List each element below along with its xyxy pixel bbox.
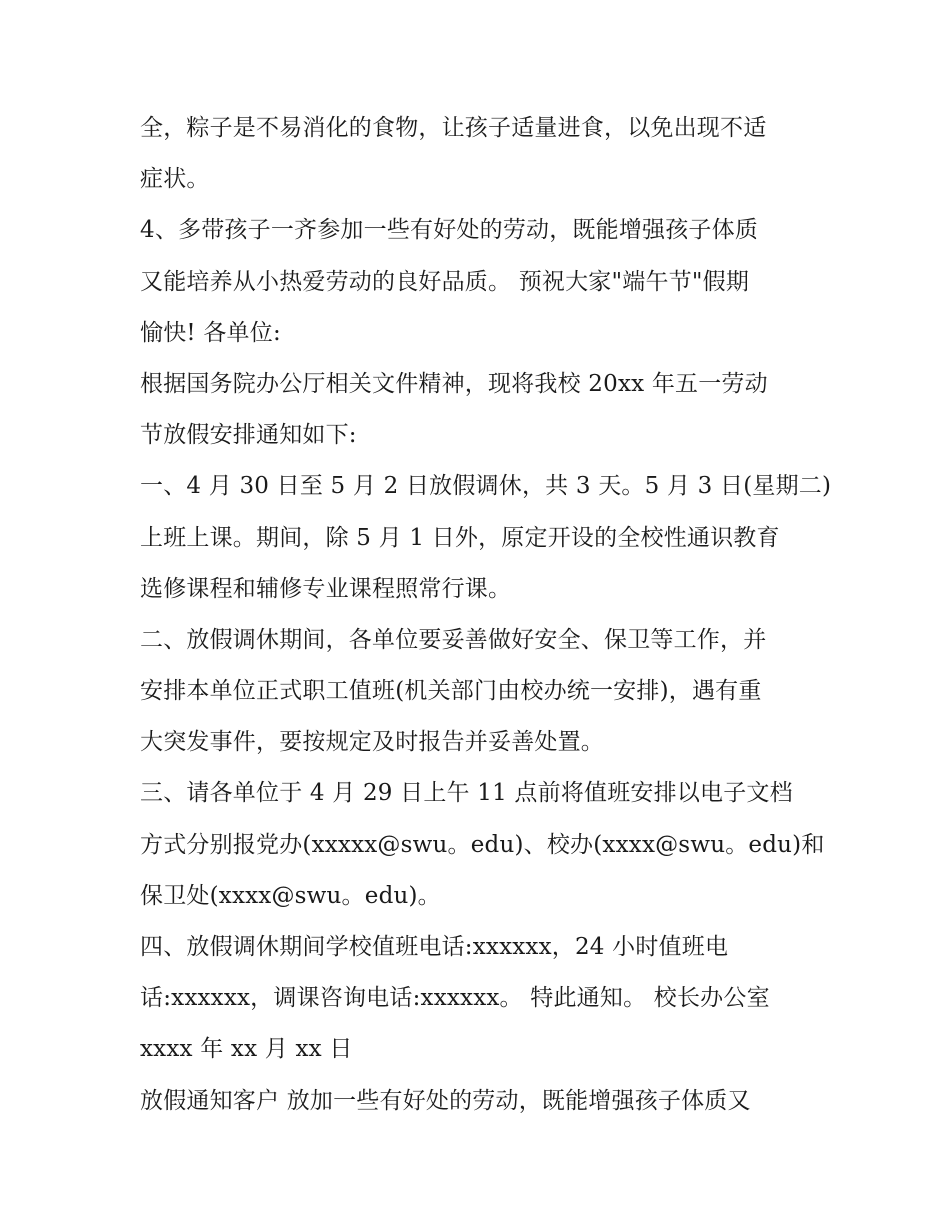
text-line-17: 四、放假调休期间学校值班电话:xxxxxx，24 小时值班电	[140, 934, 729, 960]
text-line-15: 方式分别报党办(xxxxx@swu。edu)、校办(xxxx@swu。edu)和	[140, 831, 825, 858]
text-line-2: 症状。	[140, 166, 210, 193]
text-line-3: 4、多带孩子一齐参加一些有好处的劳动，既能增强孩子体质	[140, 217, 759, 244]
text-line-14: 三、请各单位于 4 月 29 日上午 11 点前将值班安排以电子文档	[140, 780, 793, 807]
text-line-4: 又能培养从小热爱劳动的良好品质。 预祝大家"端午节"假期	[140, 268, 750, 295]
text-line-20: 放假通知客户 放加一些有好处的劳动，既能增强孩子体质又	[140, 1087, 751, 1114]
text-line-19: xxxx 年 xx 月 xx 日	[140, 1036, 353, 1063]
text-line-9: 上班上课。期间，除 5 月 1 日外，原定开设的全校性通识教育	[140, 524, 780, 551]
text-line-6: 根据国务院办公厅相关文件精神，现将我校 20xx 年五一劳动	[140, 370, 768, 397]
text-line-7: 节放假安排通知如下:	[140, 422, 357, 449]
text-line-8: 一、4 月 30 日至 5 月 2 日放假调休，共 3 天。5 月 3 日(星期二)	[140, 473, 832, 500]
text-line-10: 选修课程和辅修专业课程照常行课。	[140, 575, 512, 602]
text-line-12: 安排本单位正式职工值班(机关部门由校办统一安排)，遇有重	[140, 678, 762, 705]
text-line-11: 二、放假调休期间，各单位要妥善做好安全、保卫等工作，并	[140, 626, 767, 653]
text-line-13: 大突发事件，要按规定及时报告并妥善处置。	[140, 729, 604, 756]
document-body	[140, 103, 832, 1127]
text-line-1: 全，粽子是不易消化的食物，让孩子适量进食，以免出现不适	[140, 115, 767, 141]
text-line-18: 话:xxxxxx，调课咨询电话:xxxxxx。 特此通知。 校长办公室	[140, 985, 770, 1012]
text-line-16: 保卫处(xxxx@swu。edu)。	[140, 882, 441, 909]
text-line-5: 愉快! 各单位:	[140, 319, 281, 346]
